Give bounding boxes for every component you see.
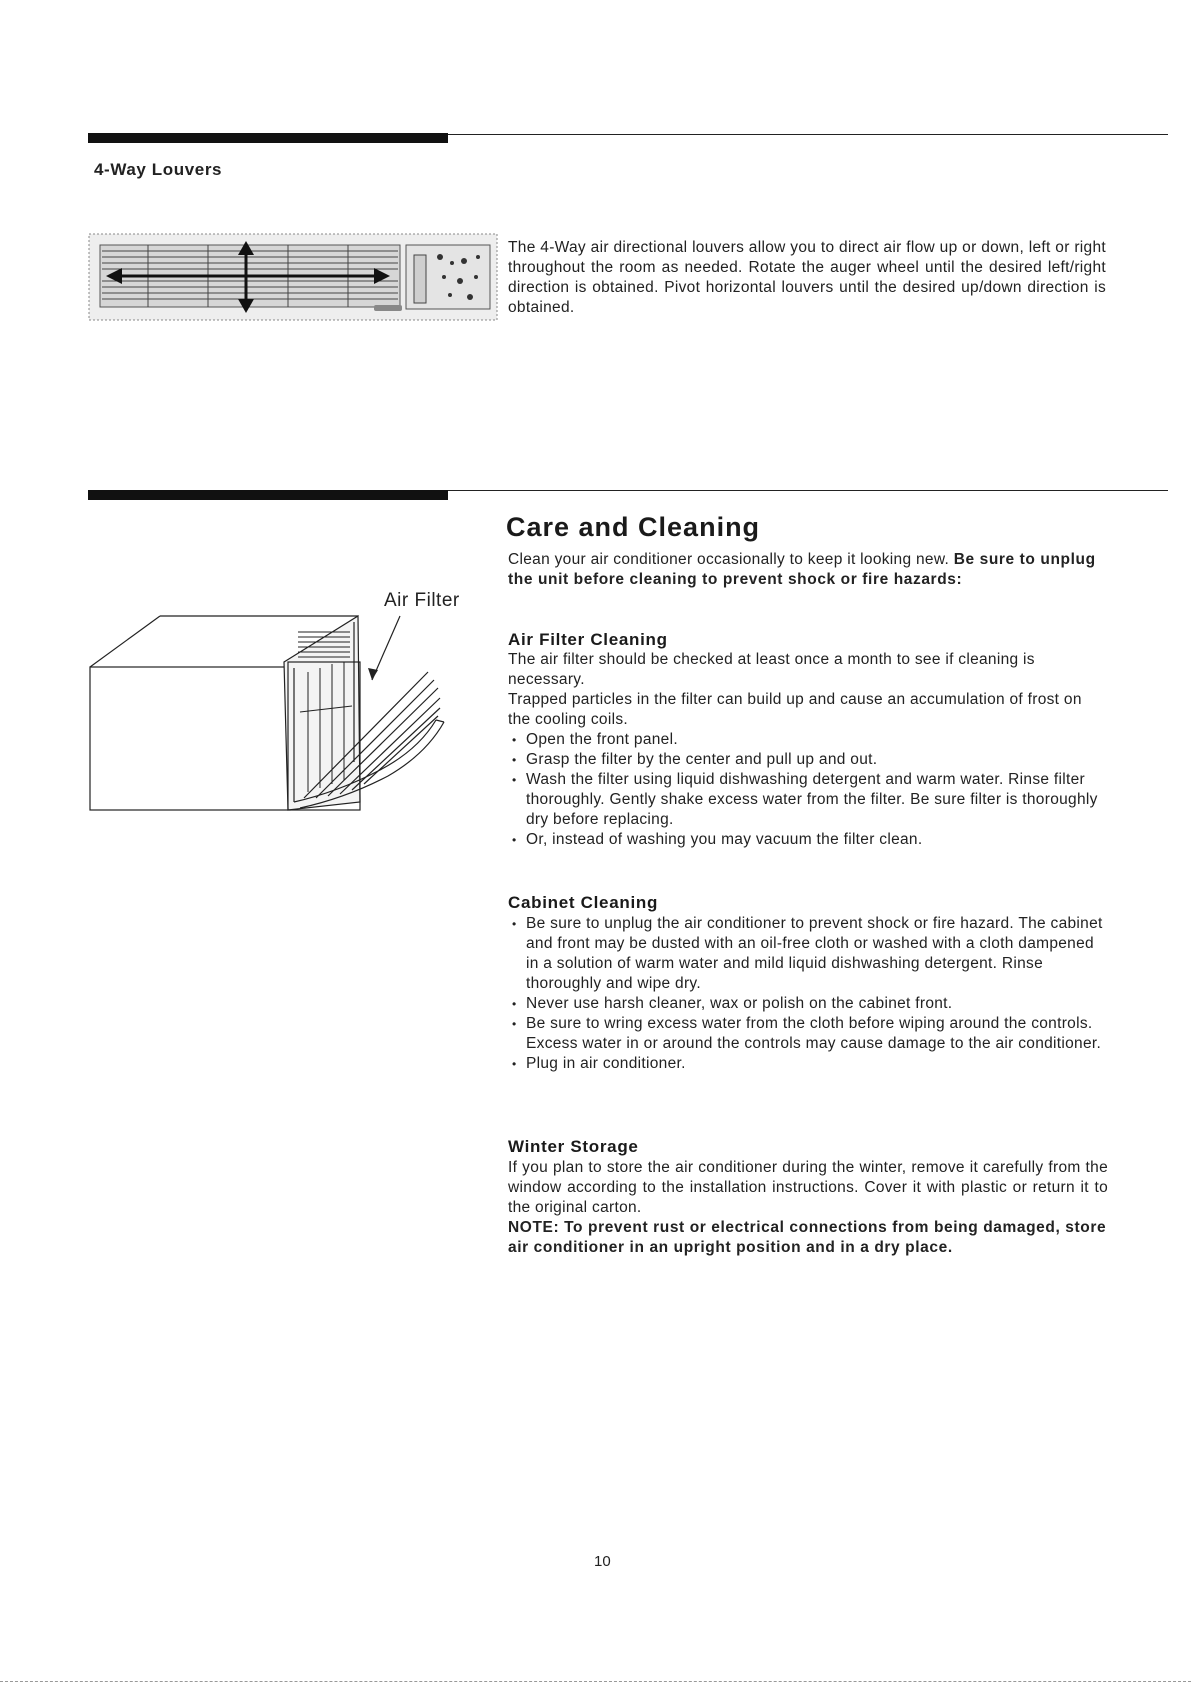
list-item: • Be sure to wring excess water from the cloth before wiping around the controls. Excess water in or around the controls may cause damage to the air conditioner. (508, 1014, 1108, 1054)
section-rule-thin-middle (448, 490, 1168, 491)
care-intro (508, 550, 1108, 590)
care-intro-bold: Be sure to unplug the unit before cleaning to prevent shock or fire hazards: (508, 551, 1096, 588)
filter-cleaning-heading: Air Filter Cleaning (508, 630, 668, 649)
filter-cleaning-p2: Trapped particles in the filter can build up and cause an accumulation of frost on the cooling coils. (508, 691, 1082, 728)
section-rule-thick-top (88, 133, 448, 143)
cabinet-cleaning-body (508, 914, 1108, 1074)
louver-illustration (88, 233, 498, 321)
winter-storage-paragraph: If you plan to store the air conditioner during the winter, remove it carefully from the window according to the installation instructions. Cover it with plastic or return it to the original carton. (508, 1159, 1108, 1216)
winter-storage-body (508, 1158, 1108, 1258)
filter-cleaning-body (508, 650, 1108, 850)
cabinet-cleaning-heading: Cabinet Cleaning (508, 893, 659, 912)
list-item: • Or, instead of washing you may vacuum the filter clean. (508, 830, 1108, 850)
list-item: • Wash the filter using liquid dishwashing detergent and warm water. Rinse filter thoroughly. Gently shake excess water from the filter. Be sure filter is thoroughly dry before replacing. (508, 770, 1108, 830)
air-filter-label: Air Filter (384, 590, 460, 611)
filter-cleaning-p1: The air filter should be checked at least once a month to see if cleaning is necessary. (508, 651, 1035, 688)
section-rule-thick-middle (88, 490, 448, 500)
winter-storage-heading: Winter Storage (508, 1137, 639, 1156)
cabinet-cleaning-list (508, 914, 1108, 1074)
care-title: Care and Cleaning (506, 512, 761, 542)
list-item: • Be sure to unplug the air conditioner to prevent shock or fire hazard. The cabinet and front may be dusted with an oil-free cloth or washed with a cloth dampened in a solution of warm water and mild liquid dishwashing detergent. Rinse thoroughly and wipe dry. (508, 914, 1108, 994)
page-bottom-edge (0, 1681, 1191, 1682)
section-rule-thin-top (448, 134, 1168, 135)
filter-cleaning-list (508, 730, 1108, 850)
care-intro-normal: Clean your air conditioner occasionally to keep it looking new. (508, 551, 950, 568)
louvers-paragraph: The 4-Way air directional louvers allow you to direct air flow up or down, left or right throughout the room as needed. Rotate the auger wheel until the desired left/right direction is obtained. Pivot horizontal louvers until the desired up/down direction is obtained. (508, 239, 1106, 316)
list-item: • Open the front panel. (508, 730, 1108, 750)
air-filter-illustration (88, 612, 488, 812)
louvers-heading: 4-Way Louvers (94, 160, 223, 179)
list-item: • Grasp the filter by the center and pull up and out. (508, 750, 1108, 770)
list-item: • Never use harsh cleaner, wax or polish on the cabinet front. (508, 994, 1108, 1014)
list-item: • Plug in air conditioner. (508, 1054, 1108, 1074)
page-number: 10 (594, 1553, 611, 1570)
winter-storage-note: NOTE: To prevent rust or electrical connections from being damaged, store air conditioner in an upright position and in a dry place. (508, 1219, 1107, 1256)
